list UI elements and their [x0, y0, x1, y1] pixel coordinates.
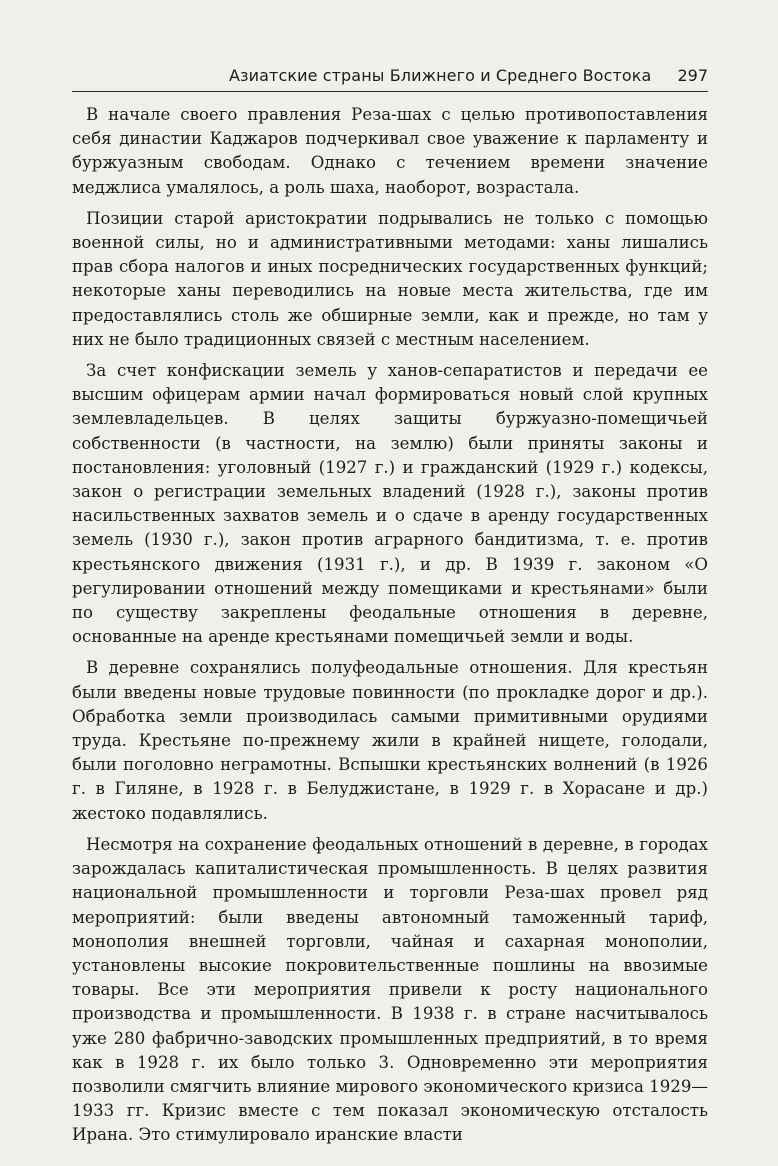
paragraph: В деревне сохранялись полуфеодальные отношения. Для крестьян были введены новые трудовые повинности (по прокладке дорог и др.). Обработка земли производилась самыми примитивными орудиями труда. Крестьяне по-прежнему жили в крайней нищете, голодали, были поголовно неграмотны. Вспышки крестьянских волнений (в 1926 г. в Гиляне, в 1928 г. в Белуджистане, в 1929 г. в Хорасане и др.) жестоко подавлялись.: [72, 658, 708, 823]
running-title: Азиатские страны Ближнего и Среднего Востока: [228, 66, 652, 85]
page-header: [72, 62, 708, 92]
page-body: [72, 103, 708, 1155]
paragraph: Несмотря на сохранение феодальных отношений в деревне, в городах зарождалась капиталистическая промышленность. В целях развития национальной промышленности и торговли Реза-шах провел ряд мероприятий: были введены автономный таможенный тариф, монополия внешней торговли, чайная и сахарная монополии, установлены высокие покровительственные пошлины на ввозимые товары. Все эти мероприятия привели к росту национального производства и промышленности. В 1938 г. в стране насчитывалось уже 280 фабрично-заводских промышленных предприятий, в то время как в 1928 г. их было только 3. Одновременно эти мероприятия позволили смягчить влияние мирового экономического кризиса 1929—1933 гг. Кризис вместе с тем показал экономическую отсталость Ирана. Это стимулировало иранские власти: [72, 834, 708, 1145]
page-number: 297: [677, 66, 708, 85]
paragraph: Позиции старой аристократии подрывались не только с помощью военной силы, но и административными методами: ханы лишались прав сбора налогов и иных посреднических государственных функций; некоторые ханы переводились на новые места жительства, где им предоставлялись столь же обширные земли, как и прежде, но там у них не было традиционных связей с местным населением.: [72, 208, 708, 349]
paragraph: За счет конфискации земель у ханов-сепаратистов и передачи ее высшим офицерам армии начал формироваться новый слой крупных землевладельцев. В целях защиты буржуазно-помещичьей собственности (в частности, на землю) были приняты законы и постановления: уголовный (1927 г.) и гражданский (1929 г.) кодексы, закон о регистрации земельных владений (1928 г.), законы против насильственных захватов земель и о сдаче в аренду государственных земель (1930 г.), закон против аграрного бандитизма, т. е. против крестьянского движения (1931 г.), и др. В 1939 г. законом «О регулировании отношений между помещиками и крестьянами» были по существу закреплены феодальные отношения в деревне, основанные на аренде крестьянами помещичьей земли и воды.: [72, 361, 708, 647]
paragraph: В начале своего правления Реза-шах с целью противопоставления себя династии Каджаров подчеркивал свое уважение к парламенту и буржуазным свободам. Однако с течением времени значение меджлиса умалялось, а роль шаха, наоборот, возрастала.: [72, 105, 708, 197]
